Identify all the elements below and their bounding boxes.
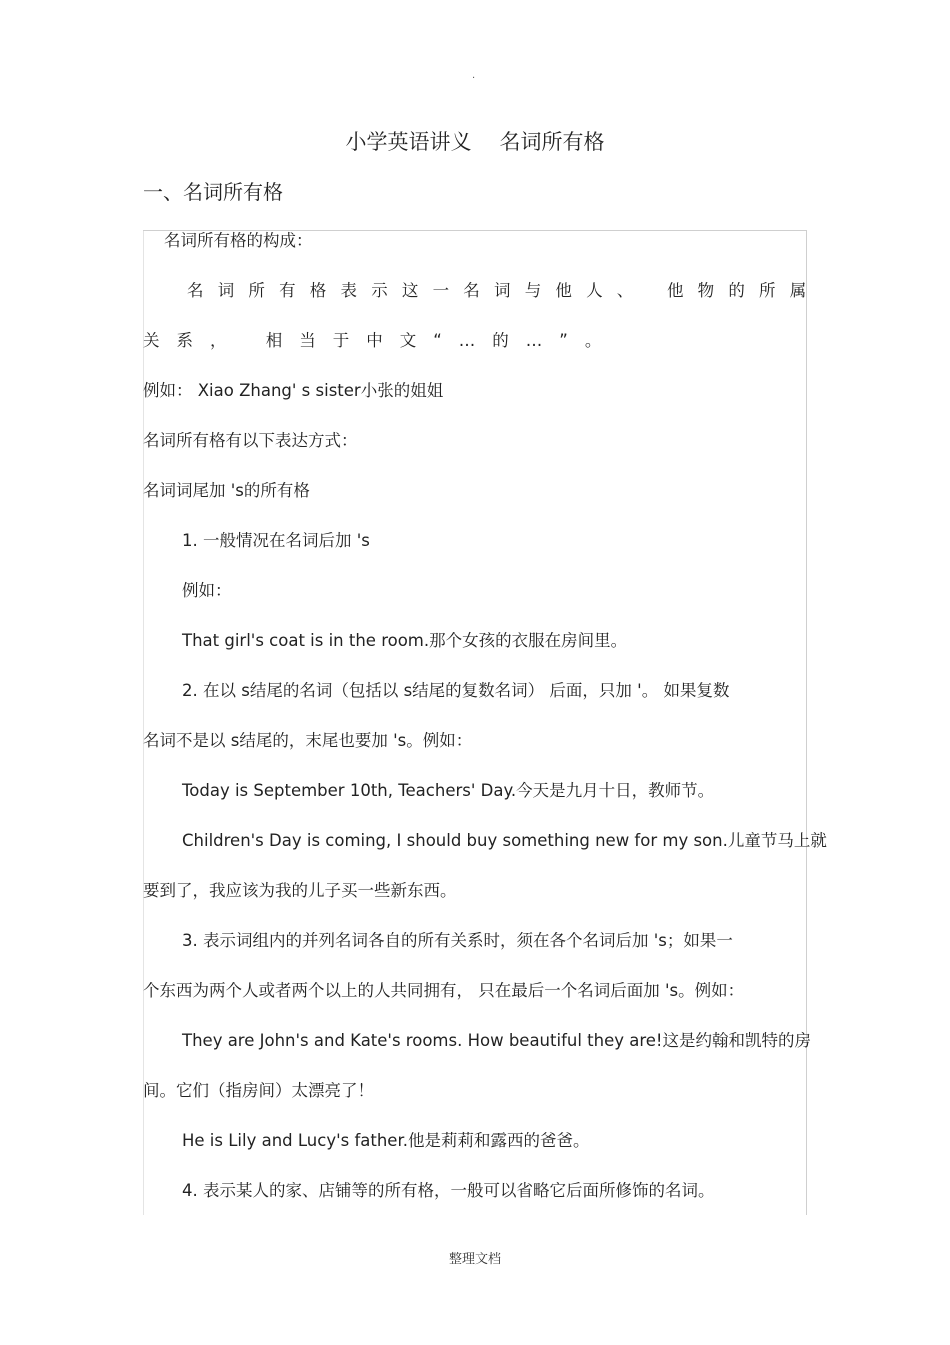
line-composition-label: 名词所有格的构成： — [164, 231, 313, 250]
line-example-children-a: Children's Day is coming, I should buy something new for my son.儿童节马上就 — [182, 831, 827, 850]
line-expression-intro: 名词所有格有以下表达方式： — [143, 431, 358, 450]
page-footer: 整理文档 — [448, 1252, 501, 1267]
content-table-border — [143, 230, 807, 1215]
title-part-2: 名词所有格 — [499, 130, 605, 154]
line-example-teachers: Today is September 10th, Teachers' Day.今天是九月十日，教师节。 — [182, 781, 715, 800]
line-rule-4: 4. 表示某人的家、店铺等的所有格，一般可以省略它后面所修饰的名词。 — [182, 1181, 715, 1200]
header-dot: . — [472, 70, 476, 81]
line-example-lily-lucy: He is Lily and Lucy's father.他是莉莉和露西的爸爸。 — [182, 1131, 590, 1150]
line-suffix-heading: 名词词尾加 's的所有格 — [143, 481, 310, 500]
line-rule-2a: 2. 在以 s结尾的名词（包括以 s结尾的复数名词） 后面，只加 '。 如果复数 — [182, 681, 730, 700]
line-definition-2: 关系， 相当于中文“…的…”。 — [143, 331, 619, 350]
line-example-john-kate-a: They are John's and Kate's rooms. How beautiful they are!这是约翰和凯特的房 — [182, 1031, 812, 1050]
section-heading: 一、名词所有格 — [143, 180, 283, 204]
line-rule-2b: 名词不是以 s结尾的，末尾也要加 's。例如： — [143, 731, 473, 750]
document-title — [0, 126, 950, 156]
line-rule-3a: 3. 表示词组内的并列名词各自的所有关系时，须在各个名词后加 's；如果一 — [182, 931, 733, 950]
line-example-children-b: 要到了，我应该为我的儿子买一些新东西。 — [143, 881, 457, 900]
line-example-john-kate-b: 间。它们（指房间）太漂亮了！ — [143, 1081, 374, 1100]
line-rule-3b: 个东西为两个人或者两个以上的人共同拥有， 只在最后一个名词后面加 's。例如： — [143, 981, 745, 1000]
line-example-label: 例如： — [182, 581, 232, 600]
line-example-girl: That girl's coat is in the room.那个女孩的衣服在房间里。 — [182, 631, 628, 650]
line-rule-1: 1. 一般情况在名词后加 's — [182, 531, 370, 550]
title-part-1: 小学英语讲义 — [345, 130, 472, 154]
line-example-xiaozhang: 例如： Xiao Zhang' s sister小张的姐姐 — [143, 381, 444, 400]
line-definition-1: 名词所有格表示这一名词与他人、 他物的所属 — [187, 281, 821, 300]
